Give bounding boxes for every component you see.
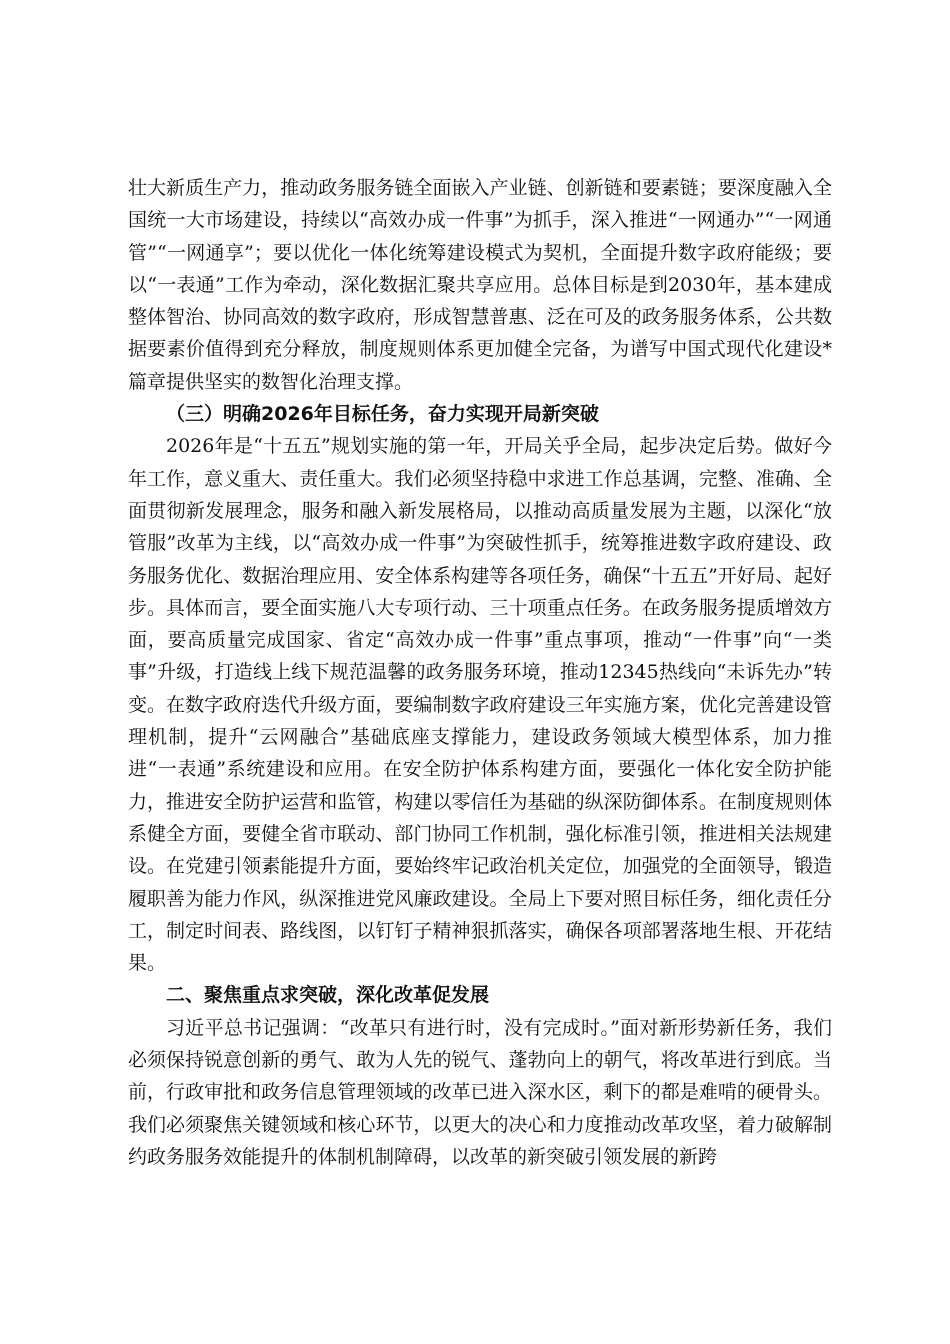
section-heading-reform: 二、聚焦重点求突破，深化改革促发展 xyxy=(166,984,490,1007)
section-heading-goals-2026: （三）明确2026年目标任务，奋力实现开局新突破 xyxy=(166,403,599,426)
paragraph-goals-2026: 2026年是“十五五”规划实施的第一年，开局关乎全局，起步决定后势。做好今年工作，意义重大、责任重大。我们必须坚持稳中求进工作总基调，完整、准确、全面贯彻新发展理念，服务和融入新发展格局，以推动高质量发展为主题，以深化“放管服”改革为主线，以“高效办成一件事”为突破性抓手，统筹推进数字政府建设、政务服务优化、数据治理应用、安全体系构建等各项任务，确保“十五五”开好局、起好步。具体而言，要全面实施八大专项行动、三十项重点任务。在政务服务提质增效方面，要高质量完成国家、省定“高效办成一件事”重点事项，推动“一件事”向“一类事”升级，打造线上线下规范温馨的政务服务环境，推动12345热线向“未诉先办”转变。在数字政府迭代升级方面，要编制数字政府建设三年实施方案，优化完善建设管理机制，提升“云网融合”基础底座支撑能力，建设政务领域大模型体系，加力推进“一表通”系统建设和应用。在安全防护体系构建方面，要强化一体化安全防护能力，推进安全防护运营和监管，构建以零信任为基础的纵深防御体系。在制度规则体系健全方面，要健全省市联动、部门协同工作机制，强化标准引领，推进相关法规建设。在党建引领素能提升方面，要始终牢记政治机关定位，加强党的全面领导，锻造履职善为能力作风，纵深推进党风廉政建设。全局上下要对照目标任务，细化责任分工，制定时间表、路线图，以钉钉子精神狠抓落实，确保各项部署落地生根、开花结果。 xyxy=(128,435,832,975)
paragraph-continuation: 壮大新质生产力，推动政务服务链全面嵌入产业链、创新链和要素链；要深度融入全国统一大市场建设，持续以“高效办成一件事”为抓手，深入推进“一网通办”“一网通管”“一网通享”；要以优化一体化统筹建设模式为契机，全面提升数字政府能级；要以“一表通”工作为牵动，深化数据汇聚共享应用。总体目标是到2030年，基本建成整体智治、协同高效的数字政府，形成智慧普惠、泛在可及的政务服务体系，公共数据要素价值得到充分释放，制度规则体系更加健全完备，为谱写中国式现代化建设*篇章提供坚实的数智化治理支撑。 xyxy=(128,177,832,393)
document-page xyxy=(128,172,832,1173)
paragraph-reform: 习近平总书记强调：“改革只有进行时，没有完成时。”面对新形势新任务，我们必须保持锐意创新的勇气、敢为人先的锐气、蓬勃向上的朝气，将改革进行到底。当前，行政审批和政务信息管理领域的改革已进入深水区，剩下的都是难啃的硬骨头。我们必须聚焦关键领域和核心环节，以更大的决心和力度推动改革攻坚，着力破解制约政务服务效能提升的体制机制障碍，以改革的新突破引领发展的新跨 xyxy=(128,1016,832,1168)
